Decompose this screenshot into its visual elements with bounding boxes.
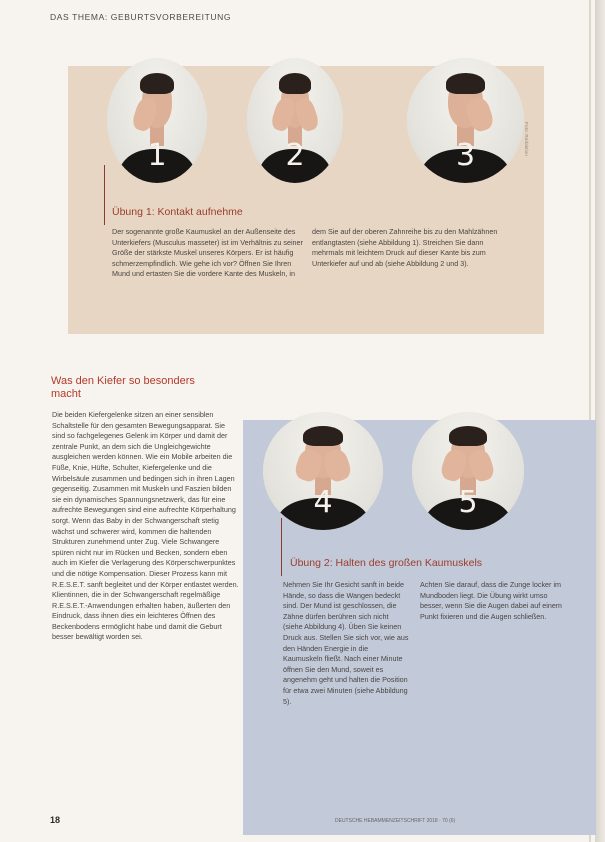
photo-number-1: 1: [147, 138, 167, 173]
photo-number-3: 3: [455, 138, 476, 173]
exercise-2-text-right: Achten Sie darauf, dass die Zunge locker im Mundboden liegt. Die Übung wirkt umso besser, wenn Sie die Augen dabei auf einem Punkt fixieren und die Augen schließen.: [420, 580, 562, 621]
exercise-1-title: Übung 1: Kontakt aufnehme: [112, 206, 243, 218]
exercise-photo-2: [247, 58, 343, 183]
sidebar-heading: Was den Kiefer so besonders macht: [51, 375, 195, 400]
exercise-1-rule: [104, 165, 105, 225]
exercise-photo-4: [263, 412, 383, 530]
exercise-2-text-left: Nehmen Sie Ihr Gesicht sanft in beide Hände, so dass die Wangen bedeckt sind. Der Mund ist geschlossen, die Zähne dürfen berühren sich nicht (siehe Abbildung 4). Üben Sie keinen Druck aus. Stellen Sie sich vor, wie aus den Händen Energie in die Kaumuskeln fließt. Nach einer Minute öffnen Sie den Mund, soweit es angenehm geht und halten die Position für etwa zwei Minuten (siehe Abbildung 5).: [283, 580, 409, 706]
page-spine: [595, 0, 605, 842]
sidebar-paragraph: Die beiden Kiefergelenke sitzen an einer sensiblen Schaltstelle für den gesamten Bewegungsapparat. Sie sind so fachgelegenes Gelenk im Körper und damit der zentrale Punkt, an dem sich die Ungleichgewichte ausgleichen werden können. Wie ein Mobile arbeiten die Füße, Knie, Hüfte, Schulter, Kiefergelenke und die Wirbelsäule zusammen und bedingen sich in ihren Lagen gegenseitig. Zusammen mit Muskeln und Faszien bilden sie ein dynamisches Spannungsnetzwerk, das für eine aufrechte Bewegungen sind eine aufrechte Körperhaltung sorgt. Wenn das Baby in der Schwangerschaft stetig wächst und schwerer wird, kommen die haltenden Strukturen zunehmend unter Zug. Viele Schwangere spüren nicht nur im Rücken und Becken, sondern eben auch im Kiefer die Verlagerung des Körperschwerpunktes und die nötige Kompensation. Dieser Prozess kann mit R.E.S.E.T. sanft begleitet und der Körper entlastet werden. Klientinnen, die in der Schwangerschaft regelmäßige R.E.S.E.T.-Anwendungen erhalten haben, äußerten den Eindruck, dass ihnen dies ein leichteres Öffnen des Beckenbodens ermöglicht habe und damit die Geburt besser bewältigt worden sei.: [52, 410, 239, 642]
photo-number-4: 4: [313, 485, 333, 520]
section-header: DAS THEMA: GEBURTSVORBEREITUNG: [50, 12, 232, 22]
exercise-photo-5: [412, 412, 524, 530]
photo-number-5: 5: [458, 485, 478, 520]
exercise-2-rule: [281, 518, 282, 576]
exercise-1-text-right: dem Sie auf der oberen Zahnreihe bis zu den Mahlzähnen entlangtasten (siehe Abbildung 1). Streichen Sie dann mehrmals mit leichtem Druck auf dieser Kante bis zum Unterkiefer auf und ab (siehe Abbildung 2 und 3).: [312, 227, 498, 268]
exercise-photo-3: [407, 58, 524, 183]
exercise-photo-1: [107, 58, 207, 183]
page-number: 18: [50, 815, 61, 825]
exercise-2-title: Übung 2: Halten des großen Kaumuskels: [290, 557, 483, 569]
photo-number-2: 2: [285, 138, 305, 173]
photo-credit: Foto: Redaktion: [523, 122, 528, 156]
exercise-1-text-left: Der sogenannte große Kaumuskel an der Außenseite des Unterkiefers (Musculus masseter) ist im Verhältnis zu seiner Größe der stärkste Muskel unseres Körpers. Er ist häufig schmerzempfindlich. Wie gehe ich vor? Öffnen Sie Ihren Mund und ertasten Sie die vordere Kante des Muskeln, in: [112, 227, 303, 279]
publication-info: DEUTSCHE HEBAMMENZEITSCHRIFT 2018 · 70 (6): [335, 818, 456, 824]
